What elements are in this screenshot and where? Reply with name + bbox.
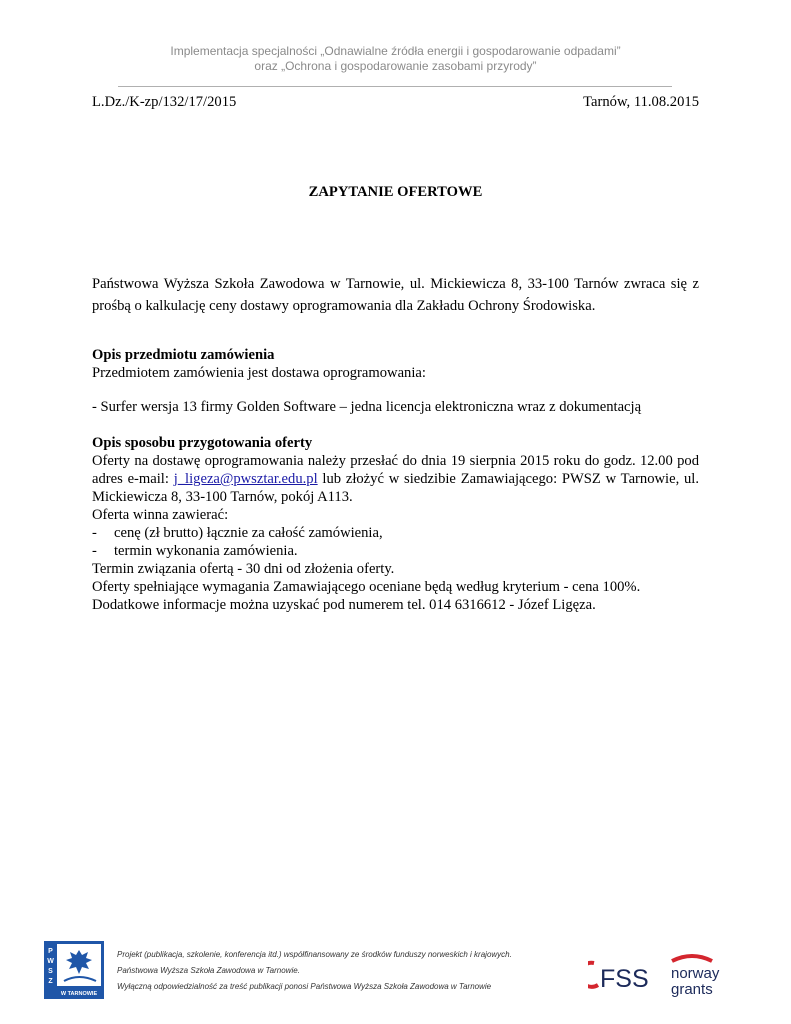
footer-line-3: Wyłączną odpowiedzialność za treść publikacji ponosi Państwowa Wyższa Szkoła Zawodowa w Tarnowie [117, 982, 492, 991]
offer-submission-text-cont: lub złożyć w siedzibie Zamawiającego: PWSZ w Tarnowie, ul. Mickiewicza 8, 33-100 Tarnów, pokój A113. [92, 471, 699, 505]
header-divider [118, 86, 672, 87]
list-marker: - [92, 543, 97, 559]
offer-heading: Opis sposobu przygotowania oferty [92, 435, 313, 451]
project-header [0, 44, 791, 74]
intro-paragraph: Państwowa Wyższa Szkoła Zawodowa w Tarnowie, ul. Mickiewicza 8, 33-100 Tarnów zwraca się z prośbą o kalkulację ceny dostawy oprogramowania dla Zakładu Ochrony Środowiska. [92, 276, 699, 314]
logo-letter-w: W [47, 958, 54, 965]
offer-section [92, 434, 699, 614]
offer-requirement-text: cenę (zł brutto) łącznie za całość zamówienia, [114, 525, 383, 541]
fss-swirl-icon [588, 963, 598, 987]
logo-letter-p: P [48, 948, 53, 955]
fss-logo [588, 963, 649, 993]
contact-info: Dodatkowe informacje można uzyskać pod numerem tel. 014 6316612 - Józef Ligęza. [92, 597, 596, 613]
norway-logo-line-2: grants [671, 981, 713, 998]
offer-requirement-item [92, 524, 699, 542]
binding-term: Termin związania ofertą - 30 dni od złożenia oferty. [92, 561, 395, 577]
pwsz-logo [44, 941, 104, 999]
document-title: ZAPYTANIE OFERTOWE [308, 184, 483, 200]
footer-line-1: Projekt (publikacja, szkolenie, konferencja itd.) współfinansowany ze środków funduszy norweskich i krajowych. [117, 950, 512, 959]
subject-item: - Surfer wersja 13 firmy Golden Software – jedna licencja elektroniczna wraz z dokumentacją [92, 399, 642, 415]
reference-number: L.Dz./K-zp/132/17/2015 [92, 94, 237, 110]
offer-requirement-text: termin wykonania zamówienia. [114, 543, 298, 559]
subject-text: Przedmiotem zamówienia jest dostawa oprogramowania: [92, 365, 426, 381]
evaluation-criteria: Oferty spełniające wymagania Zamawiającego oceniane będą według kryterium - cena 100%. [92, 579, 641, 595]
footer-line-2: Państwowa Wyższa Szkoła Zawodowa w Tarnowie. [117, 966, 300, 975]
logo-caption: W TARNOWIE [60, 991, 98, 997]
project-header-line-2: oraz „Ochrona i gospodarowanie zasobami przyrody” [254, 59, 537, 73]
offer-requirement-item [92, 542, 699, 560]
footer-disclaimer [117, 947, 512, 995]
page-footer [44, 941, 724, 1003]
subject-section [92, 346, 699, 382]
logo-letter-s: S [48, 968, 53, 975]
offer-submission-paragraph [92, 452, 699, 506]
fss-logo-text: FSS [600, 965, 649, 993]
project-header-line-1: Implementacja specjalności „Odnawialne źródła energii i gospodarowanie odpadami” [170, 44, 621, 58]
list-marker: - [92, 525, 97, 541]
norway-arc-icon [672, 956, 712, 961]
offer-submission-text: Oferty na dostawę oprogramowania należy przesłać do dnia 19 sierpnia 2015 roku do godz. 12.00 pod adres e-mail: [92, 453, 699, 487]
norway-logo-line-1: norway [671, 965, 720, 982]
norway-grants-logo [671, 956, 720, 998]
offer-contents-intro: Oferta winna zawierać: [92, 507, 229, 523]
logo-letter-z: Z [48, 978, 53, 985]
place-and-date: Tarnów, 11.08.2015 [583, 94, 699, 110]
email-link[interactable]: j_ligeza@pwsztar.edu.pl [173, 471, 318, 487]
subject-heading: Opis przedmiotu zamówienia [92, 347, 275, 363]
partner-logos [588, 953, 728, 999]
